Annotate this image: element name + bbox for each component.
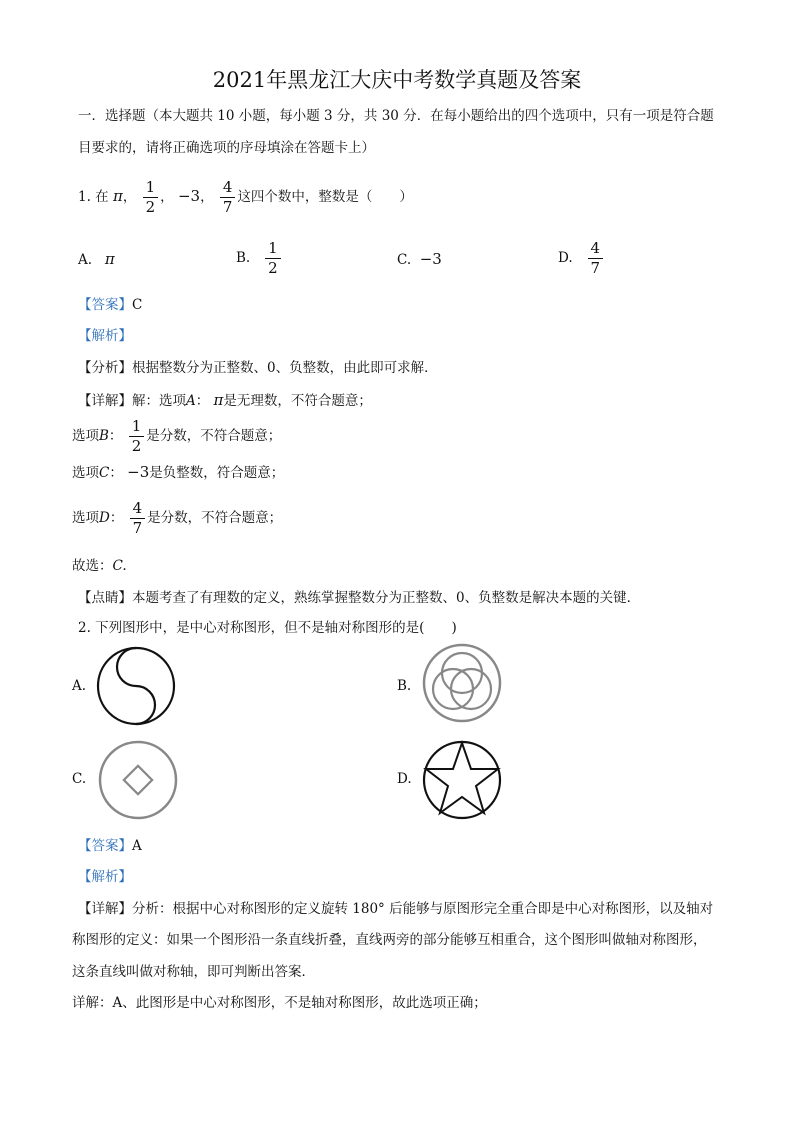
page-title: 2021年黑龙江大庆中考数学真题及答案	[212, 68, 582, 92]
q1-dianjing	[78, 592, 640, 606]
q1-xj1-pre: 解：选项	[132, 393, 186, 409]
q1-sep-2: ，	[160, 189, 174, 205]
q1-option-b-num: 1	[265, 241, 281, 259]
q2-analysis-tag: 【解析】	[78, 869, 132, 885]
q2-option-b-label: B.	[397, 678, 412, 694]
q1-xiangjie-line3	[72, 465, 284, 481]
q1-sep-1: ，	[122, 189, 137, 205]
q1-fenxi-tag: 【分析】	[78, 360, 132, 376]
q1-xj1-pi: π	[213, 391, 224, 409]
q2-stem: 2. 下列图形中，是中心对称图形，但不是轴对称图形的是( )	[78, 620, 457, 636]
q1-sep-3: ，	[200, 189, 214, 205]
q2-answer-tag: 【答案】	[78, 838, 132, 854]
q1-xj3-post: 是负整数，符合题意；	[149, 465, 285, 481]
q1-xj2-colon: ：	[108, 428, 123, 444]
q1-answer-value: C	[132, 297, 143, 313]
q1-fenxi-text: 根据整数分为正整数、0、负整数，由此即可求解．	[132, 360, 438, 376]
q1-option-d-num: 4	[588, 241, 604, 259]
q1-xj1-opt: A	[186, 393, 196, 409]
q1-half-num: 1	[143, 180, 159, 198]
q1-option-b-label: B.	[236, 250, 251, 266]
q2-xj-line1: 分析：根据中心对称图形的定义旋转 180° 后能够与原图形完全重合即是中心对称图形，以及轴对	[132, 901, 714, 917]
q1-option-b	[236, 240, 283, 276]
q1-xj4-colon: ：	[109, 510, 124, 526]
q2-option-a-label: A.	[72, 678, 87, 694]
q1-stem	[78, 178, 413, 215]
q1-half-den: 2	[145, 198, 156, 216]
q1-xj3-pre: 选项	[72, 465, 99, 481]
q1-guxuan	[72, 560, 127, 574]
q1-option-d-label: D.	[558, 250, 573, 266]
q2-answer	[78, 840, 142, 854]
q2-option-c-label: C.	[72, 771, 87, 787]
q2-xiangjie-line1	[78, 903, 713, 917]
q1-answer	[78, 299, 142, 313]
q1-dianjing-text: 本题考查了有理数的定义，熟练掌握整数分为正整数、0、负整数是解决本题的关键．	[132, 590, 641, 606]
q2-xiangjie-line4: 详解：A、此图形是中心对称图形，不是轴对称图形，故此选项正确；	[72, 995, 487, 1011]
q1-xj3-colon: ：	[109, 465, 123, 481]
q1-option-a-label: A.	[78, 252, 93, 268]
q1-xj2-frac	[129, 419, 145, 454]
q1-fenxi	[78, 362, 438, 376]
q1-xj3-opt: C	[99, 465, 110, 481]
q1-xiangjie-line2	[72, 418, 281, 454]
q1-xj2-den: 2	[131, 437, 142, 455]
q1-frac-den: 7	[222, 198, 233, 216]
three-arcs-figure	[420, 641, 504, 725]
q1-option-c-value: −3	[419, 250, 442, 268]
q2-xiangjie-tag: 【详解】	[78, 901, 132, 917]
q1-dianjing-tag: 【点睛】	[78, 590, 132, 606]
q1-xj4-pre: 选项	[72, 510, 99, 526]
q1-option-a	[78, 252, 115, 268]
q1-guxuan-text: 故选：	[72, 558, 113, 574]
q2-xiangjie-line3: 这条直线叫做对称轴，即可判断出答案．	[72, 964, 315, 980]
q2-xiangjie-line2: 称图形的定义：如果一个图形沿一条直线折叠，直线两旁的部分能够互相重合，这个图形叫做轴对称图形，	[72, 932, 707, 948]
q1-pi: π	[112, 187, 123, 205]
q1-xiangjie-line1	[78, 393, 372, 409]
q1-xj2-opt: B	[99, 428, 109, 444]
coin-figure	[96, 738, 180, 822]
q1-xj4-opt: D	[99, 510, 110, 526]
q1-xj4-post: 是分数，不符合题意；	[147, 510, 283, 526]
section-intro-line1: 一．选择题（本大题共 10 小题，每小题 3 分，共 30 分．在每小题给出的四个选项中，只有一项是符合题	[78, 108, 714, 124]
q2-answer-value: A	[132, 838, 142, 854]
q1-neg3: −3	[177, 187, 201, 205]
q1-xj4-num: 4	[130, 501, 146, 519]
taiji-figure	[94, 644, 178, 728]
q1-suffix: 这四个数中，整数是（ ）	[237, 189, 413, 205]
q1-xj3-neg3: −3	[127, 463, 150, 481]
q1-frac-num: 4	[220, 180, 236, 198]
q1-option-c	[397, 252, 442, 268]
section-intro-line2: 目要求的，请将正确选项的序母填涂在答题卡上）	[78, 140, 375, 156]
q1-prefix: 1. 在	[78, 189, 109, 205]
q1-four-sevenths	[220, 180, 236, 215]
q1-xiangjie-tag: 【详解】	[78, 393, 132, 409]
q1-option-d-den: 7	[590, 259, 601, 277]
q1-option-d-frac	[588, 241, 604, 276]
q2-option-d-label: D.	[397, 771, 412, 787]
q1-option-b-frac	[265, 241, 281, 276]
q1-option-a-value: π	[104, 250, 115, 268]
star-in-circle-figure	[420, 738, 504, 822]
q1-analysis-tag: 【解析】	[78, 328, 132, 344]
q1-xj4-frac	[130, 501, 146, 536]
q1-guxuan-value: C.	[112, 558, 127, 574]
q1-xj4-den: 7	[132, 519, 143, 537]
q1-xj2-post: 是分数，不符合题意；	[146, 428, 282, 444]
q1-xj1-colon: ：	[195, 393, 210, 409]
q1-xj2-pre: 选项	[72, 428, 99, 444]
q1-half	[143, 180, 159, 215]
q1-option-d	[558, 240, 605, 276]
q1-xiangjie-line4	[72, 500, 282, 536]
q1-option-c-label: C.	[397, 252, 412, 268]
q1-xj1-post: 是无理数，不符合题意；	[223, 393, 372, 409]
q1-xj2-num: 1	[129, 419, 145, 437]
q1-option-b-den: 2	[268, 259, 278, 277]
q1-answer-tag: 【答案】	[78, 297, 132, 313]
